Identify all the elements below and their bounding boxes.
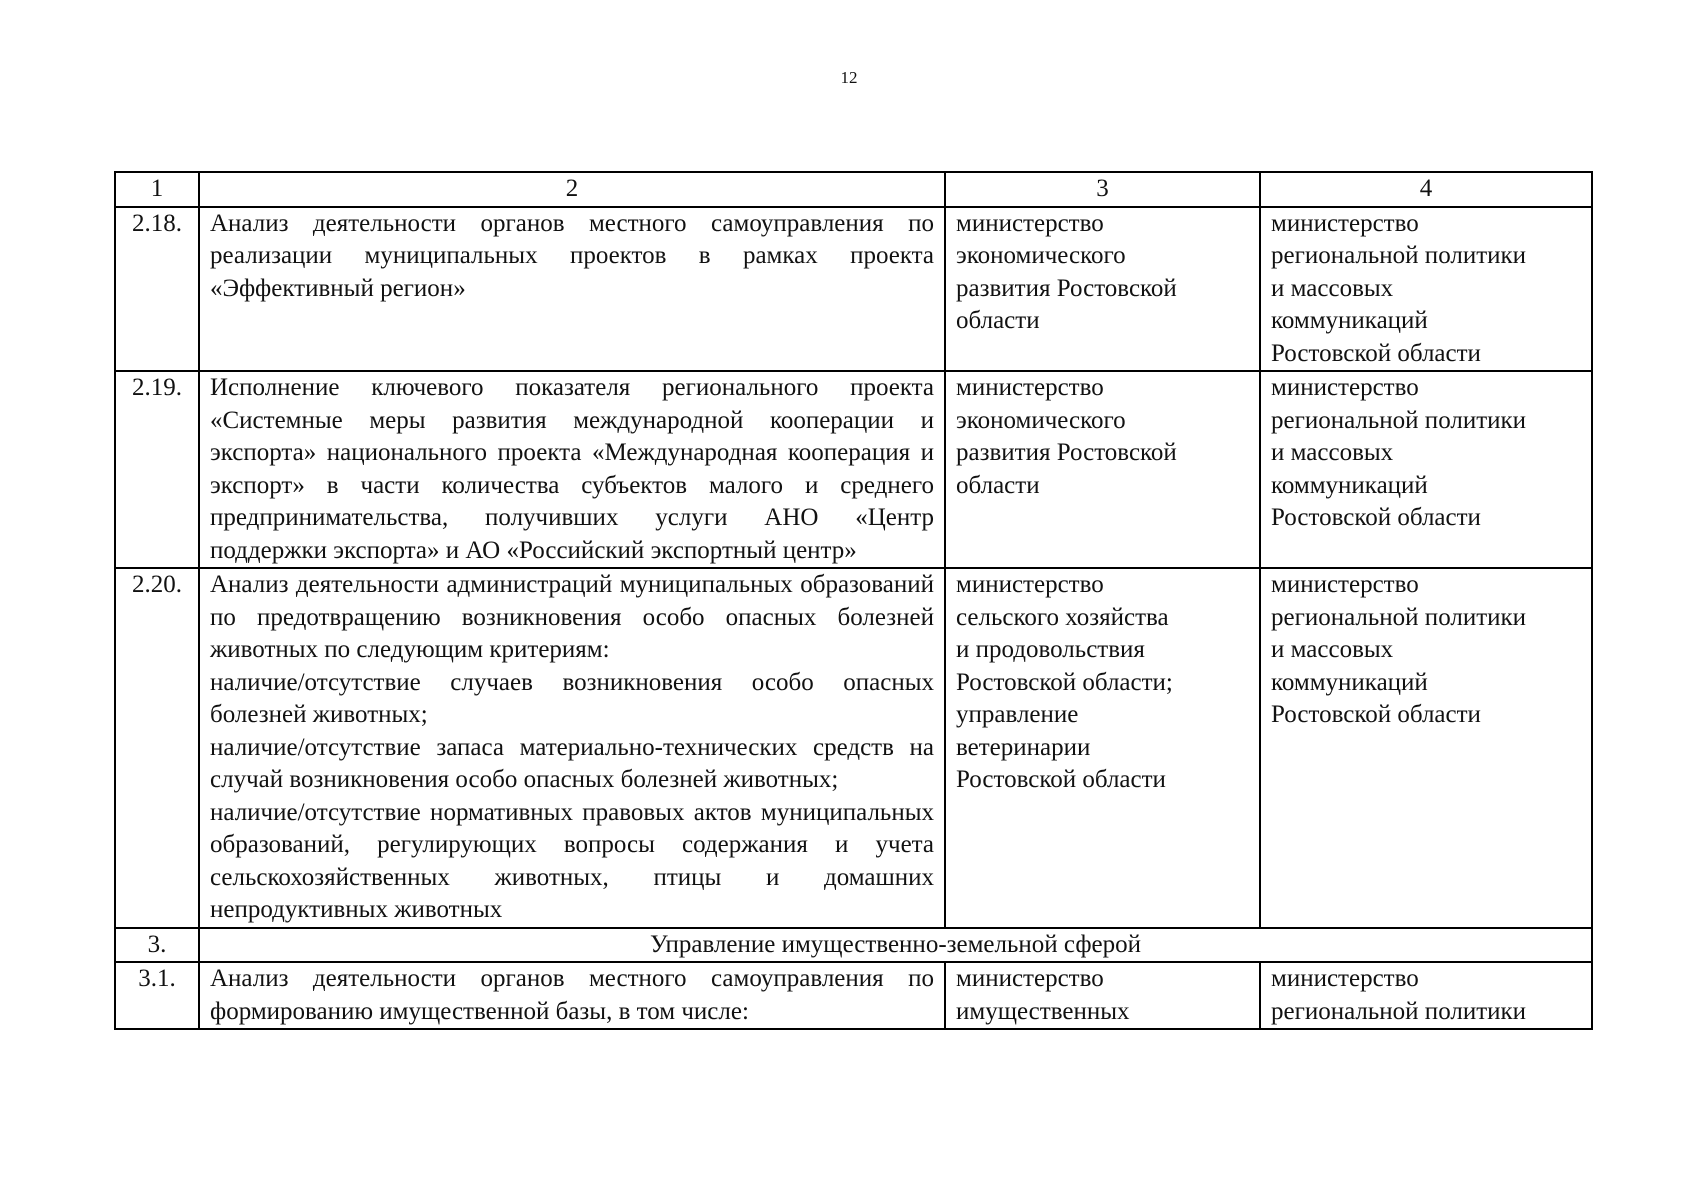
description-paragraph: наличие/отсутствие запаса материально-технических средств на случай возникновения особо опасных болезней животных; — [210, 733, 934, 793]
responsible-line: ветеринарии — [956, 733, 1091, 761]
row-responsible — [945, 207, 1260, 372]
row-number: 3.1. — [115, 962, 199, 1029]
responsible-line: и продовольствия — [956, 636, 1145, 663]
co-executor-line: региональной политики — [1271, 997, 1527, 1025]
co-executor-line: министерство — [1271, 571, 1419, 598]
document-table — [114, 171, 1593, 1030]
row-co-executor — [1260, 962, 1592, 1029]
responsible-line: экономического — [956, 242, 1126, 269]
section-row — [115, 928, 1592, 963]
table-body — [115, 172, 1592, 1029]
header-cell-1: 1 — [115, 172, 199, 207]
row-description: Анализ деятельности органов местного самоуправления по реализации муниципальных проектов в рамках проекта «Эффективный регион» — [199, 207, 945, 372]
row-number: 2.18. — [115, 207, 199, 372]
table-row — [115, 962, 1592, 1029]
responsible-line: имущественных — [956, 997, 1130, 1025]
responsible-line: министерство — [956, 209, 1104, 237]
responsible-line: министерство — [956, 965, 1104, 992]
header-cell-2: 2 — [199, 172, 945, 207]
co-executor-line: региональной политики — [1271, 406, 1527, 434]
co-executor-line: коммуникаций — [1271, 471, 1428, 499]
co-executor-line: Ростовской области — [1271, 701, 1481, 728]
co-executor-line: коммуникаций — [1271, 668, 1428, 696]
co-executor-line: региональной политики — [1271, 242, 1527, 269]
row-description: Анализ деятельности органов местного самоуправления по формированию имущественной базы, в том числе: — [199, 962, 945, 1029]
responsible-line: управление — [956, 701, 1079, 728]
row-co-executor — [1260, 207, 1592, 372]
responsible-line: развития Ростовской — [956, 439, 1177, 466]
row-responsible — [945, 371, 1260, 568]
header-row — [115, 172, 1592, 207]
responsible-line: Ростовской области; — [956, 668, 1173, 696]
row-description: Исполнение ключевого показателя регионального проекта «Системные меры развития международной кооперации и экспорта» национального проекта «Международная кооперация и экспорт» в части количества субъектов малого и среднего предпринимательства, получивших услуги АНО «Центр поддержки экспорта» и АО «Российский экспортный центр» — [199, 371, 945, 568]
co-executor-line: министерство — [1271, 965, 1419, 992]
responsible-line: Ростовской области — [956, 766, 1166, 793]
responsible-line: развития Ростовской — [956, 274, 1177, 302]
description-paragraph: наличие/отсутствие нормативных правовых актов муниципальных образований, регулирующих вопросы содержания и учета сельскохозяйственных животных, птицы и домашних непродуктивных животных — [210, 798, 934, 923]
header-cell-3: 3 — [945, 172, 1260, 207]
header-cell-4: 4 — [1260, 172, 1592, 207]
co-executor-line: и массовых — [1271, 439, 1394, 466]
co-executor-line: министерство — [1271, 209, 1419, 237]
responsible-line: экономического — [956, 406, 1126, 434]
description-paragraph: Анализ деятельности администраций муниципальных образований по предотвращению возникновения особо опасных болезней животных по следующим критериям: — [210, 571, 934, 663]
co-executor-line: и массовых — [1271, 274, 1394, 302]
section-title: Управление имущественно-земельной сферой — [199, 928, 1592, 963]
responsible-line: области — [956, 307, 1040, 334]
row-number: 2.19. — [115, 371, 199, 568]
co-executor-line: региональной политики — [1271, 603, 1527, 631]
co-executor-line: коммуникаций — [1271, 307, 1428, 334]
co-executor-line: Ростовской области — [1271, 339, 1481, 367]
co-executor-line: министерство — [1271, 374, 1419, 401]
co-executor-line: Ростовской области — [1271, 504, 1481, 531]
co-executor-line: и массовых — [1271, 636, 1394, 663]
row-description — [199, 568, 945, 928]
page-number: 12 — [840, 68, 858, 87]
row-co-executor — [1260, 371, 1592, 568]
responsible-line: министерство — [956, 571, 1104, 598]
section-number: 3. — [115, 928, 199, 963]
description-paragraph: наличие/отсутствие случаев возникновения особо опасных болезней животных; — [210, 668, 934, 728]
table-row — [115, 371, 1592, 568]
table-row — [115, 568, 1592, 928]
row-number: 2.20. — [115, 568, 199, 928]
row-co-executor — [1260, 568, 1592, 928]
row-responsible — [945, 568, 1260, 928]
responsible-line: сельского хозяйства — [956, 603, 1169, 631]
row-responsible — [945, 962, 1260, 1029]
table-row — [115, 207, 1592, 372]
responsible-line: министерство — [956, 374, 1104, 401]
responsible-line: области — [956, 471, 1040, 499]
